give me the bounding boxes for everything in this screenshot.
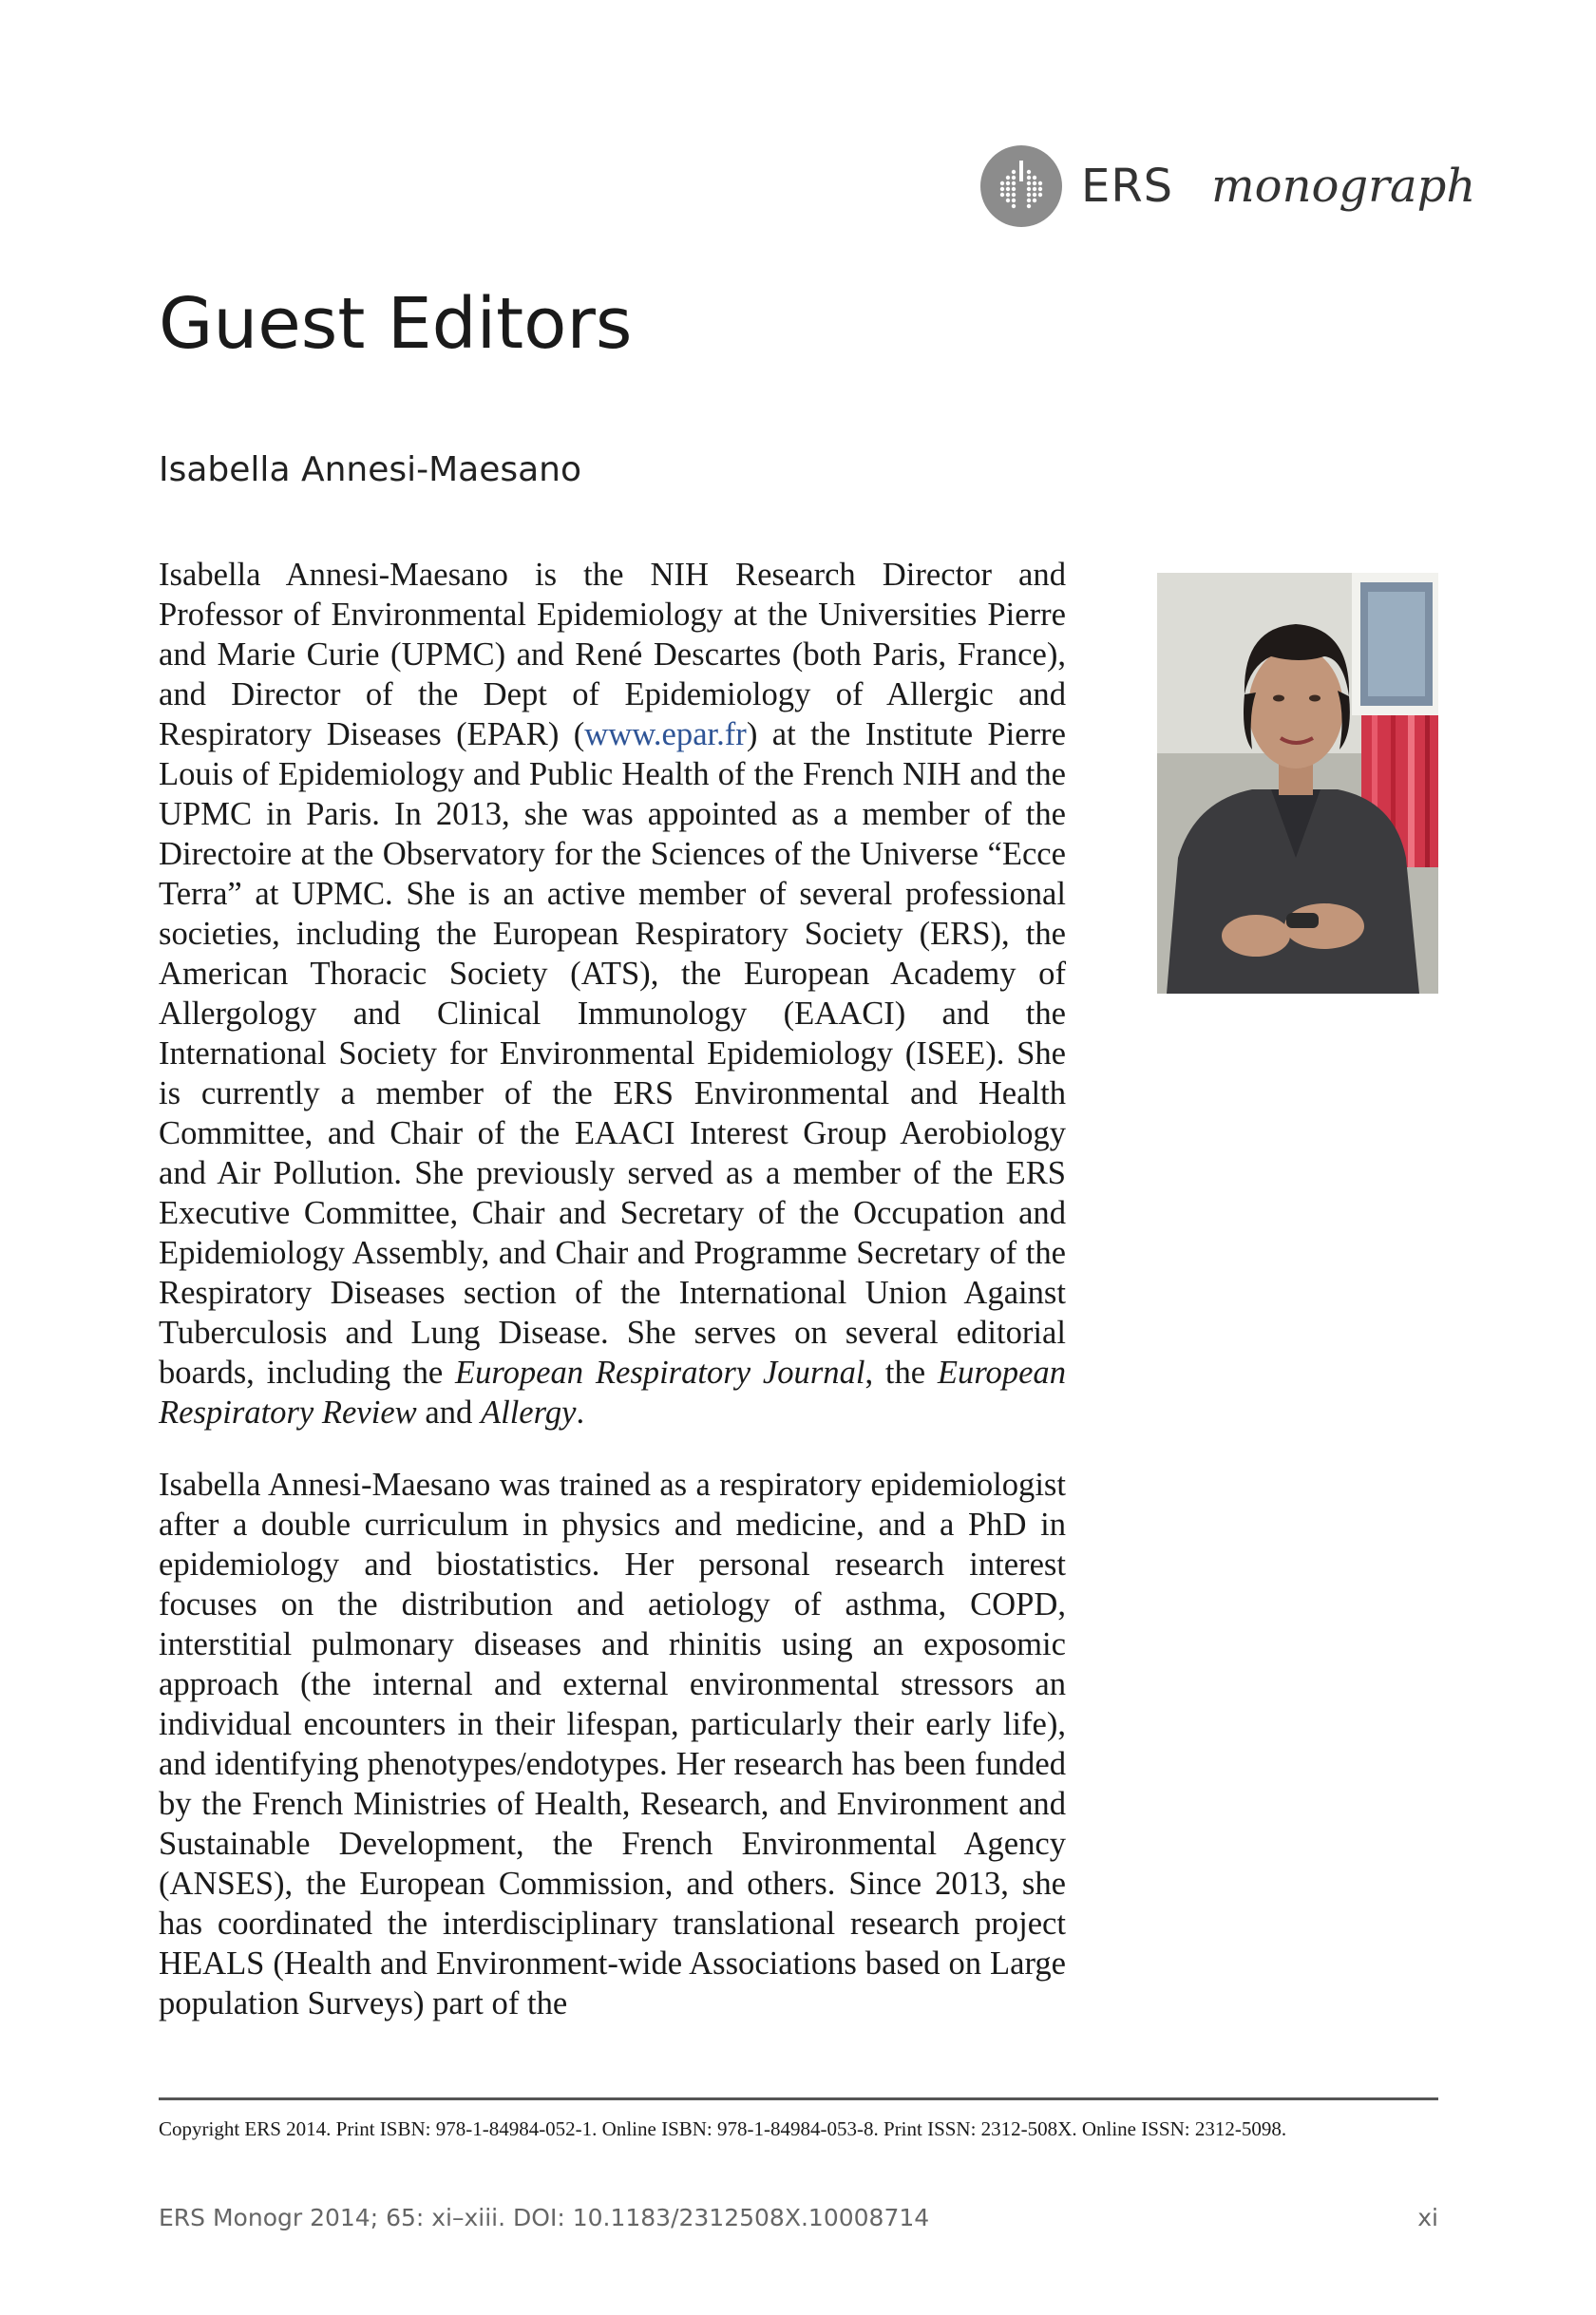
logo-ers-text: ERS — [1081, 160, 1174, 213]
page-number: xi — [1417, 2204, 1438, 2231]
footer-divider — [159, 2097, 1438, 2100]
editor-biography — [159, 555, 1066, 2023]
journal-title: Allergy — [480, 1395, 577, 1431]
bio-text: Isabella Annesi-Maesano is the NIH Research Director and Professor of Environmental Epidemiology at the Universities Pierre and Marie Curie (UPMC) and René Descartes (both Paris, France), and Director of the Dept of Epidemiology of Allergic and Respiratory Diseases (EPAR) ( — [159, 557, 1066, 752]
page-title: Guest Editors — [159, 283, 633, 365]
copyright-notice: Copyright ERS 2014. Print ISBN: 978-1-84984-052-1. Online ISBN: 978-1-84984-053-8. Print ISSN: 2312-508X. Online ISSN: 2312-5098. — [159, 2117, 1287, 2140]
bio-text: . — [576, 1395, 585, 1431]
portrait-illustration — [1157, 573, 1438, 994]
bio-text: and — [416, 1395, 481, 1431]
journal-title: European Respiratory Journal — [455, 1355, 865, 1391]
editor-name: Isabella Annesi-Maesano — [159, 450, 582, 489]
bio-text: ) at the Institute Pierre Louis of Epidemiology and Public Health of the French NIH and the UPMC in Paris. In 2013, she was appointed as a member of the Directoire at the Observatory for the Sciences of the Universe “Ecce Terra” at UPMC. She is an active member of several professional societies, including the European Respiratory Society (ERS), the American Thoracic Society (ATS), the European Academy of Allergology and Clinical Immunology (EAACI) and the International Society for Environmental Epidemiology (ISEE). She is currently a member of the ERS Environmental and Health Committee, and Chair of the EAACI Interest Group Aerobiology and Air Pollution. She previously served as a member of the ERS Executive Committee, Chair and Secretary of the Occupation and Epidemiology Assembly, and Chair and Programme Secretary of the Respiratory Diseases section of the International Union Against Tuberculosis and Lung Disease. She serves on several editorial boards, including the — [159, 716, 1066, 1391]
bio-paragraph-2: Isabella Annesi-Maesano was trained as a respiratory epidemiologist after a double curriculum in physics and medicine, and a PhD in epidemiology and biostatistics. Her personal research interest focuses on the distribution and aetiology of asthma, COPD, interstitial pulmonary diseases and rhinitis using an exposomic approach (the internal and external environmental stressors an individual encounters in their lifespan, particularly their early life), and identifying phenotypes/endotypes. Her research has been funded by the French Ministries of Health, Research, and Environment and Sustainable Development, the French Environmental Agency (ANSES), the European Commission, and others. Since 2013, she has coordinated the interdisciplinary translational research project HEALS (Health and Environment-wide Associations based on Large population Surveys) part of the — [159, 1467, 1066, 2021]
lungs-dots-graphic — [992, 157, 1051, 216]
ers-monograph-logo — [980, 142, 1476, 230]
citation-doi: ERS Monogr 2014; 65: xi–xiii. DOI: 10.1183/2312508X.10008714 — [159, 2204, 930, 2231]
bio-text: , the — [864, 1355, 938, 1391]
journal-title: European Respiratory Review — [159, 1355, 1066, 1431]
bio-paragraph-1 — [159, 555, 1066, 1433]
epar-website-link[interactable]: www.epar.fr — [584, 716, 747, 752]
logo-monograph-text: monograph — [1211, 160, 1476, 213]
lungs-dots-icon — [980, 145, 1062, 227]
editor-portrait — [1157, 573, 1438, 994]
